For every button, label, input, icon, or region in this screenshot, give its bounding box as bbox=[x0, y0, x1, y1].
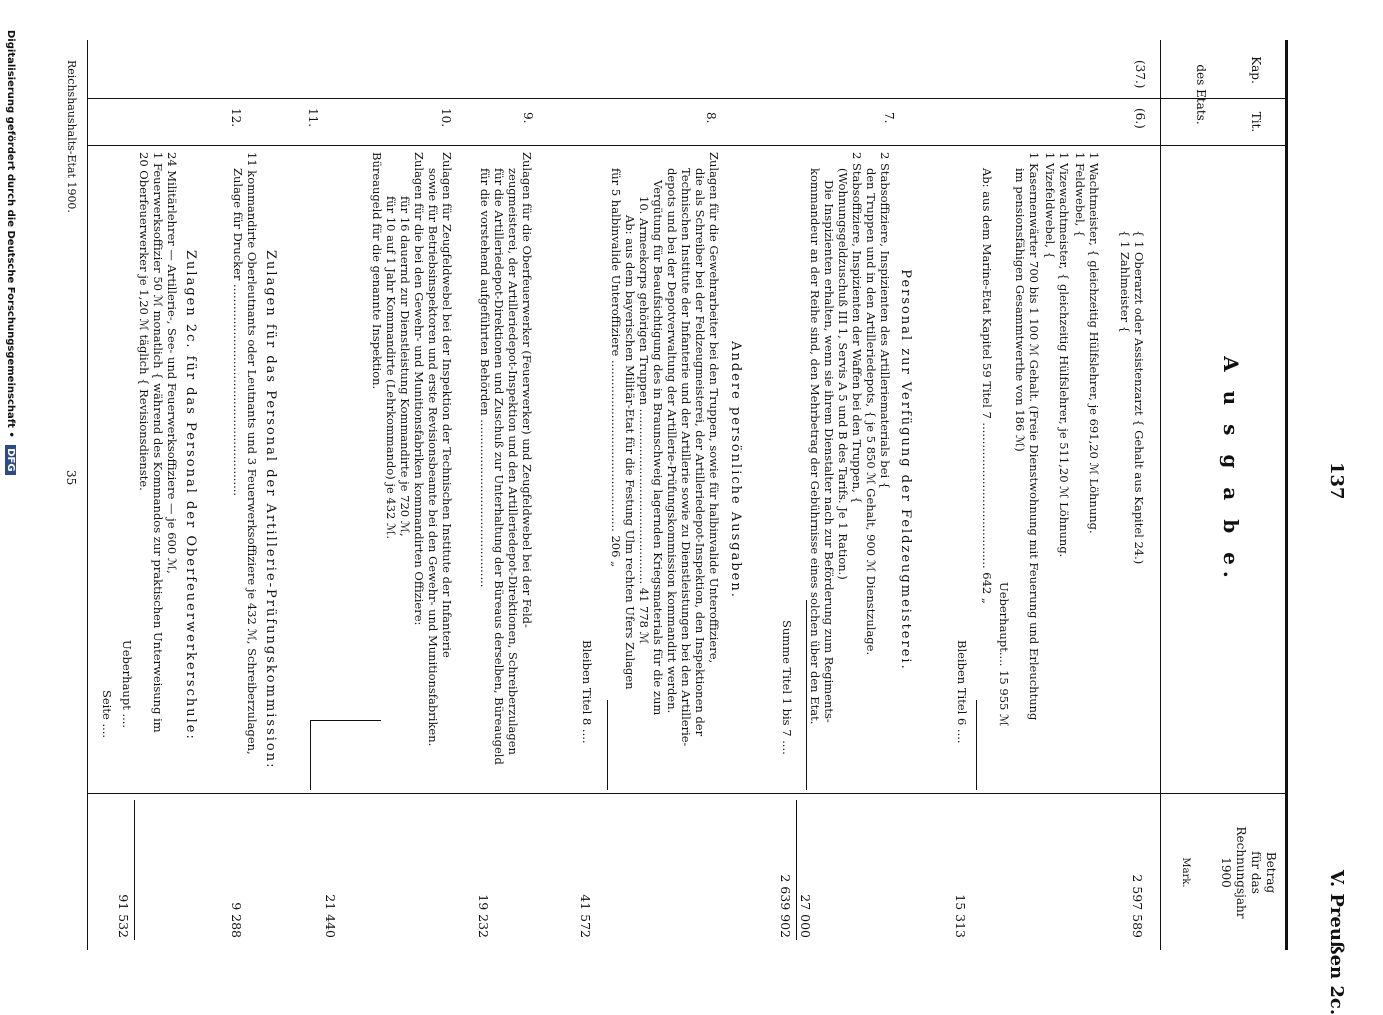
text-line: 1 Feldwebel, { bbox=[1073, 152, 1087, 238]
col-etats-header: des Etats. bbox=[1194, 64, 1208, 125]
text-line: Die Inspizienten erhalten, wenn sie ihrem Dienstalter nach zur Beförderung zum Regiments- bbox=[822, 180, 836, 723]
dfg-credit-text: Digitalisierung gefördert durch die Deutsche Forschungsgemeinschaft • bbox=[5, 30, 16, 438]
text-line: Büreaugeld für die genannte Inspektion. bbox=[370, 152, 384, 390]
page-number: 137 bbox=[1326, 462, 1347, 500]
top-rule bbox=[1285, 40, 1288, 950]
amount: 21 440 bbox=[323, 894, 338, 938]
text-line: kommandeur an der Reihe sind, den Mehrbetrag der Gebührnisse eines solchen über den Etat. bbox=[808, 168, 822, 725]
sum-rule bbox=[806, 600, 807, 790]
text-line: { 1 Zahlmeister { bbox=[1118, 230, 1132, 334]
amount-header bbox=[1218, 800, 1278, 945]
sum-rule bbox=[310, 720, 311, 790]
header-bottom-rule bbox=[1160, 40, 1161, 950]
bracket-rule bbox=[311, 720, 381, 721]
section-title: V. Preußen 2c. bbox=[1326, 870, 1347, 1015]
row-tit-11: 11. bbox=[306, 108, 320, 128]
row-tit-9: 9. bbox=[521, 112, 535, 124]
text-line: (Wohnungsgeldzuschuß III 1, Servis A 5 und B des Tarifs. Je 1 Ration.) bbox=[836, 168, 850, 580]
sum-rule bbox=[134, 800, 135, 940]
footer-page-number: 35 bbox=[64, 470, 78, 486]
section-heading: Andere persönliche Ausgaben. bbox=[728, 341, 743, 599]
text-line: 1 Kasernenwärter 700 bis 1 100 ℳ Gehalt. (Freie Dienstwohnung mit Feuerung und Erleuchtung bbox=[1027, 152, 1041, 721]
text-line: Bleiben Titel 6 .... bbox=[955, 640, 969, 744]
text-line: für die vorstehend aufgeführten Behörden .............................................. bbox=[478, 168, 492, 588]
col-divider-1 bbox=[88, 98, 1288, 99]
text-line: den Truppen und in den Artilleriedepots, { je 5 850 ℳ Gehalt, 900 ℳ Dienstzulage. bbox=[864, 168, 878, 656]
text-line: 1 Vizefeldwebel, { bbox=[1043, 152, 1057, 259]
text-line: Zulagen für die Gewehrarbeiter bei den Truppen, sowie für halbinvalide Unteroffiziere, bbox=[707, 152, 721, 664]
dfg-logo: DFG bbox=[5, 445, 16, 474]
text-line: für 10 auf 1 Jahr Kommandirte (Lehrkommando) je 432 ℳ. bbox=[384, 196, 398, 539]
sum-rule bbox=[976, 700, 977, 790]
sum-rule bbox=[607, 700, 608, 790]
sum-rule bbox=[796, 800, 797, 940]
text-line: im pensionsfähigen Gesammtwerthe von 186 ℳ) bbox=[1013, 168, 1027, 452]
text-line: 2 Stabsoffiziere, Inspizienten der Waffen bei den Truppen, { bbox=[850, 152, 864, 504]
row-tit-12: 12. bbox=[229, 108, 243, 128]
amount: 2 597 589 bbox=[1130, 874, 1145, 938]
row-tit-8: 8. bbox=[704, 112, 718, 124]
text-line: zeugmeisterei, der Artilleriedepot-Inspektion und den Artilleriedepot-Direktionen, Schreiberzulagen bbox=[506, 168, 520, 755]
amount: 91 532 bbox=[116, 894, 131, 938]
amount-head-2: für das bbox=[1249, 851, 1263, 894]
bottom-rule bbox=[87, 40, 88, 950]
text-line: Ueberhaupt.... 15 955 ℳ bbox=[997, 582, 1011, 727]
text-line: Zulage für Drucker .......................................................... bbox=[231, 168, 245, 497]
text-line: 11 kommandirte Oberleutnants oder Leutnants und 3 Feuerwerksoffiziere je 432 ℳ, Schreiberzulagen, bbox=[245, 152, 259, 755]
row-tit-10: 10. bbox=[439, 108, 453, 128]
text-line: Summe Titel 1 bis 7 .... bbox=[780, 620, 794, 755]
text-line: Zulagen für die bei den Gewehr- und Munitionsfabriken kommandirten Offiziere: bbox=[412, 152, 426, 626]
amount: 41 572 bbox=[578, 894, 593, 938]
col-divider-2 bbox=[88, 145, 1288, 146]
text-line: 2 Stabsoffiziere, Inspizienten des Artilleriematerials bei { bbox=[878, 152, 892, 490]
amount-head-4: 1900 bbox=[1219, 857, 1233, 888]
text-line: Bleiben Titel 8 .... bbox=[580, 640, 594, 744]
text-line: 1 Feuerwerksoffizier 50 ℳ monatlich { während des Kommandos zur praktischen Unterweisung im bbox=[151, 152, 165, 733]
text-line: Seite .... bbox=[100, 690, 114, 739]
text-line: Zulagen für die Oberfeuerwerker (Feuerwerker) und Zeugfeldwebel bei der Feld- bbox=[520, 152, 534, 628]
text-line: 24 Militärlehrer — Artillerie-, See- und Feuerwerksoffiziere — je 600 ℳ, bbox=[165, 152, 179, 574]
dfg-credit bbox=[5, 30, 16, 475]
amount: 15 313 bbox=[953, 894, 968, 938]
text-line: 1 Vizewachtmeister, { gleichzeitig Hülfslehrer, je 511,20 ℳ Löhnung. bbox=[1057, 152, 1071, 558]
amount-head-3: Rechnungsjahr bbox=[1234, 826, 1248, 919]
amount: 9 288 bbox=[229, 902, 244, 938]
text-line: 1 Wachtmeister, { gleichzeitig Hülfslehrer, je 691,20 ℳ Löhnung. bbox=[1087, 152, 1101, 534]
text-line: für die Artilleriedepot-Direktionen und Zuschuß zur Unterhaltung der Büreaus derselben, Büreaugeld bbox=[492, 168, 506, 765]
col-tit-header: Tit. bbox=[1249, 111, 1263, 133]
row-kap-37: (37.) bbox=[1133, 60, 1147, 89]
row-tit-6: (6.) bbox=[1133, 108, 1147, 129]
text-line: die als Schreiber bei der Feldzeugmeisterei, der Artilleriedepot-Inspektion, den Inspektionen der bbox=[693, 168, 707, 737]
amount: 2 639 902 bbox=[778, 874, 793, 938]
footer-source: Reichshaushalts-Etat 1900. bbox=[65, 60, 78, 213]
text-line: sowie für Betriebsinspektoren und erste Revisionsbeamte bei den Gewehr- und Munitionsfabriken. bbox=[426, 168, 440, 747]
text-line: 10. Armeekorps gehörigen Truppen ................................................ 41 778 ℳ bbox=[637, 196, 651, 644]
text-line: Ab: aus dem Marine-Etat Kapitel 59 Titel 7 ........................................ 642 „ bbox=[980, 168, 994, 604]
row-tit-7: 7. bbox=[882, 112, 896, 124]
text-line: für 16 dauernd zur Dienstleistung Kommandirte je 720 ℳ, bbox=[398, 196, 412, 537]
text-line: { 1 Oberarzt oder Assistenzarzt { Gehalt aus Kapitel 24.) bbox=[1132, 230, 1146, 565]
text-line: Vergütung für Beaufsichtigung des in Braunschweig lagernden Kriegsmaterials für die zum bbox=[651, 180, 665, 716]
text-line: 20 Oberfeuerwerker je 1,20 ℳ täglich { Revisionsdienste. bbox=[137, 152, 151, 491]
section-heading: Zulagen für das Personal der Artillerie-Prüfungskommission: bbox=[263, 250, 278, 770]
amount: 27 000 bbox=[798, 894, 813, 938]
text-line: für 5 halbinvalide Unteroffiziere ............................................... 206 „ bbox=[609, 168, 623, 568]
col-divider-3 bbox=[88, 793, 1288, 794]
section-heading: Personal zur Verfügung der Feldzeugmeisterei. bbox=[898, 269, 913, 671]
currency-label: Mark. bbox=[1180, 857, 1191, 888]
text-line: Ueberhaupt .... bbox=[120, 640, 134, 729]
amount-head-1: Betrag bbox=[1264, 851, 1278, 894]
text-line: Technischen Institute der Infanterie und der Artillerie sowie zu Dienstleistungen bei den Artillerie- bbox=[679, 168, 693, 747]
text-line: Zulagen für Zeugfeldwebel bei der Inspektion der Technischen Institute der Infanterie bbox=[440, 152, 454, 658]
text-line: Ab: aus dem bayerischen Militär-Etat für die Festung Ulm rechten Ufers Zulagen bbox=[623, 215, 637, 690]
main-title: A u s g a b e. bbox=[1219, 356, 1243, 584]
section-heading: Zulagen 2c. für das Personal der Oberfeuerwerkerschule: bbox=[183, 250, 198, 741]
text-line: depots und bei der Depotverwaltung der Artillerie-Prüfungskommission kommandirt werden. bbox=[665, 168, 679, 714]
col-kap-header: Kap. bbox=[1249, 56, 1263, 84]
amount: 19 232 bbox=[476, 894, 491, 938]
